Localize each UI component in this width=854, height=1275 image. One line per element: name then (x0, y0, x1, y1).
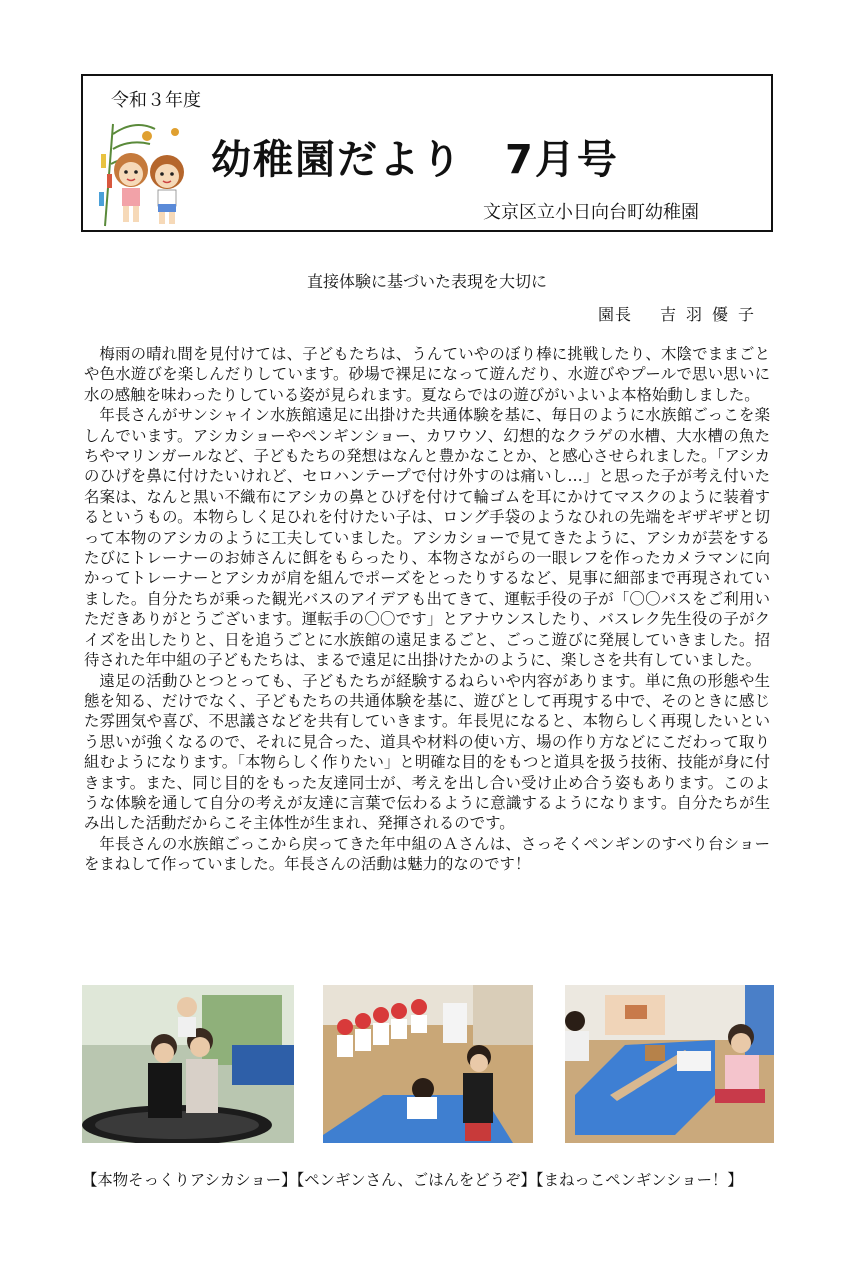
photo-sea-lion-show (82, 985, 294, 1143)
photo-penguin-slide-show (565, 985, 774, 1143)
caption-sea-lion-show: 【本物そっくりアシカショー】 (82, 1171, 297, 1189)
author-name: 吉羽優子 (659, 305, 764, 324)
paragraph: 年長さんの水族館ごっこから戻ってきた年中組のＡさんは、さっそくペンギンのすべり台ショーをまねして作っていました。年長さんの活動は魅力的なのです！ (84, 834, 770, 874)
article-body (84, 344, 770, 875)
paragraph: 遠足の活動ひとつとっても、子どもたちが経験するねらいや内容があります。単に魚の形態や生態を知る、だけでなく、子どもたちの共通体験を基に、遊びとして再現する中で、そのときに感じた雰囲気や喜び、不思議さなどを共有していきます。年長児になると、本物らしく再現したいという思いが強くなるので、それに見合った、道具や材料の使い方、場の作り方などにこだわって取り組むようになります。「本物らしく作りたい」と明確な目的をもつと道具を扱う技術、技能が身に付きます。また、同じ目的をもった友達同士が、考えを出し合い受け止め合う姿もあります。このような体験を通して自分の考えが友達に言葉で伝わるように意識するようになります。自分たちが生み出した活動だからこそ主体性が生まれ、発揮されるのです。 (84, 671, 770, 833)
article-author (598, 302, 764, 325)
paragraph: 年長さんがサンシャイン水族館遠足に出掛けた共通体験を基に、毎日のように水族館ごっこを楽しんでいます。アシカショーやペンギンショー、カワウソ、幻想的なクラゲの水槽、大水槽の魚たちやマリンガールなど、子どもたちの発想はなんと豊かなことか、と感心させられました。「アシカのひげを鼻に付けたいけれど、セロハンテープで付け外すのは痛いし…」と思った子が考え付いた名案は、なんと黒い不織布にアシカの鼻とひげを付けて輪ゴムを耳にかけてマスクのように装着するというもの。本物らしく足ひれを付けたい子は、ロング手袋のようなひれの先端をギザギザと切って本物のアシカのように工夫していました。アシカショーで見てきたように、アシカが芸をするたびにトレーナーのお姉さんに餌をもらったり、本物さながらの一眼レフを作ったカメラマンに向かってトレーナーとアシカが肩を組んでポーズをとったりするなど、見事に細部まで再現されていました。自分たちが乗った観光バスのアイデアも出てきて、運転手役の子が「〇〇バスをご利用いただきありがとうございます。運転手の〇〇です」とアナウンスしたり、バスレク先生役の子がクイズを出したりと、日を追うごとに水族館の遠足まるごと、ごっこ遊びに発展していきました。招待された年中組の子どもたちは、まるで遠足に出掛けたかのように、楽しさを共有していました。 (84, 406, 770, 670)
tanabata-children-illustration (95, 114, 195, 228)
school-name: 文京区立小日向台町幼稚園 (483, 202, 699, 223)
newsletter-title: 幼稚園だより 7月号 (211, 137, 619, 183)
paragraph: 梅雨の晴れ間を見付けては、子どもたちは、うんていやのぼり棒に挑戦したり、木陰でままごとや色水遊びを楽しんだりしています。砂場で裸足になって遊んだり、水遊びやプールで思い思いに水の感触を味わったりしている姿が見られます。夏ならではの遊びがいよいよ本格始動しました。 (84, 345, 770, 404)
article-headline: 直接体験に基づいた表現を大切に (306, 272, 547, 291)
author-role: 園長 (597, 305, 632, 324)
photo-penguin-feeding (323, 985, 533, 1143)
caption-penguin-slide-show: 【まねっこペンギンショー！】 (535, 1171, 743, 1189)
photo-captions (82, 1168, 782, 1190)
caption-penguin-feeding: 【ペンギンさん、ごはんをどうぞ】 (296, 1171, 536, 1189)
newsletter-header (81, 74, 773, 232)
fiscal-year-label: 令和３年度 (111, 90, 201, 111)
